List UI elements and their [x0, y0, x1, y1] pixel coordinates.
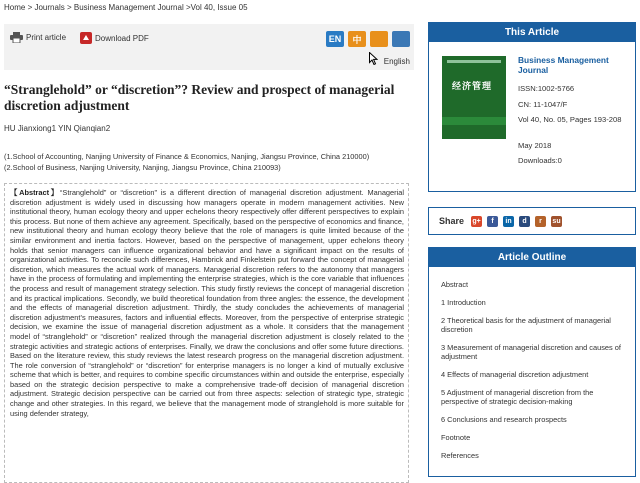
- print-article-label: Print article: [26, 33, 67, 42]
- abstract-text: “Stranglehold” or “discretion” is a different direction of managerial discretion adjustment. Managerial discretion adjustment is widely used in discussing how managers operate in modern management activities. New institutional theory, human ecology theory and upper echelons theory respectively offer different perspectives to explain this process. But none of them achieve any agreement. Specifically, based on the perspective of economics and finance, new institutional theory and human ecology theory believe that the role of managers is quite limited because of the similar environment and inertia factors. However, based on the perspective of management, upper echelons theory holds that senior managers can influence organizational behavior and have a significant impact on the results of organizational activities. To reconcile such differences, Hambrick and Finkelstein put forward the concept of managerial discretion, which measures the actual work of managers. Managerial discretion refers to the autonomy that managers have in the process of formulating and implementing the enterprise strategies, which is the core variable that influences the process and result of management strategy selection. This study firstly reviews the concept of managerial discretion and its practical implications. Secondly, we build theoretical foundation from three angles: the essence, the development and the effects of managerial discretion adjustment. Thirdly, the study concludes the achievements of managerial discretion adjustment’s measures, factors and influential effects. Moreover, from the perspective of enterprise strategic decision, we examine the issue of managerial discretion adjustment as a whole. It considers that the management model of “stranglehold” or “discretion” realized through the managerial discretion adjustment is closely related to the strategic activities and strategic actions of enterprises. Finally, we draw the conclusions and offer some future directions. Based on the literature review, this study reviews the latest research progress on the managerial discretion adjustment. The role conversion of “stranglehold” or “discretion” for enterprise managers is no longer a kind of mutually exclusive scheme that which is better, and requires to combine specific circumstances within and outside the enterprise, especially based on the strategic decision perspective to make a comprehensive trade-off decision of managerial discretion adjustment. Strategic decision perspective can be carried out from three aspects: selection of strategic type, strategic change and other strategies. In this regard, we believe that the management mode of stranglehold is more suitable for using defender strategy,: [10, 188, 405, 418]
- breadcrumb-journal[interactable]: Business Management Journal: [73, 3, 184, 12]
- outline-item-theoretical-basis[interactable]: 2 Theoretical basis for the adjustment of managerial discretion: [441, 316, 611, 334]
- language-caption: English: [383, 57, 410, 66]
- outline-item-abstract[interactable]: Abstract: [441, 280, 469, 289]
- outline-list: [441, 280, 629, 469]
- article-outline-panel: [428, 247, 636, 477]
- download-pdf-button[interactable]: [80, 32, 149, 44]
- downloads-count: Downloads:0: [518, 156, 562, 165]
- outline-item-effects[interactable]: 4 Effects of managerial discretion adjustment: [441, 370, 589, 379]
- pdf-icon: [80, 32, 92, 44]
- article-outline-heading: Article Outline: [429, 248, 635, 267]
- stumbleupon-icon[interactable]: su: [552, 217, 561, 225]
- blue-option-button[interactable]: [392, 31, 410, 47]
- lang-zh-button[interactable]: 中: [348, 31, 366, 47]
- mouse-cursor-icon: [369, 52, 378, 65]
- author-affiliation-1: (1.School of Accounting, Nanjing University of Finance & Economics, Nanjing, Jiangsu Province, China 210000): [4, 152, 370, 161]
- breadcrumb-separator: >: [27, 3, 33, 12]
- google-plus-icon[interactable]: g+: [472, 217, 481, 225]
- article-title: “Stranglehold” or “discretion”? Review and prospect of managerial discretion adjustment: [4, 82, 395, 113]
- cn-text: CN: 11-1047/F: [518, 100, 568, 109]
- cover-band: [442, 117, 506, 125]
- orange-option-button[interactable]: [370, 31, 388, 47]
- outline-item-measurement[interactable]: 3 Measurement of managerial discretion and causes of adjustment: [441, 343, 621, 361]
- abstract-box: [4, 183, 409, 483]
- journal-cover-image: [442, 56, 506, 139]
- article-toolbar: [4, 24, 414, 70]
- linkedin-icon[interactable]: in: [503, 216, 514, 227]
- abstract-label: 【Abstract】: [10, 188, 60, 197]
- journal-name-link[interactable]: Business Management Journal: [518, 55, 609, 75]
- printer-icon: [10, 32, 23, 43]
- breadcrumb: [4, 3, 248, 12]
- outline-item-introduction[interactable]: 1 Introduction: [441, 298, 486, 307]
- digg-icon[interactable]: d: [519, 216, 530, 227]
- print-article-button[interactable]: [10, 32, 66, 43]
- outline-item-references[interactable]: References: [441, 451, 479, 460]
- issn-text: ISSN:1002-5766: [518, 84, 575, 93]
- outline-item-strategic-decision[interactable]: 5 Adjustment of managerial discretion from the perspective of strategic decision-making: [441, 388, 594, 406]
- breadcrumb-journals[interactable]: Journals: [34, 3, 65, 12]
- breadcrumb-home[interactable]: Home: [4, 3, 26, 12]
- facebook-icon[interactable]: f: [487, 216, 498, 227]
- share-label: Share: [439, 216, 465, 226]
- author-affiliation-2: (2.School of Business, Nanjing University, Nanjing, Jiangsu Province, China 210093): [4, 163, 281, 172]
- outline-item-footnote[interactable]: Footnote: [441, 433, 471, 442]
- outline-item-conclusions[interactable]: 6 Conclusions and research prospects: [441, 415, 567, 424]
- download-pdf-label: Download PDF: [95, 33, 149, 43]
- article-authors: HU Jianxiong1 YIN Qianqian2: [4, 124, 111, 133]
- publication-date: May 2018: [518, 141, 552, 150]
- volume-pages-text: Vol 40, No. 05, Pages 193-208: [518, 115, 622, 124]
- cover-stripe: [447, 60, 501, 63]
- abstract-paragraph: [10, 188, 404, 418]
- breadcrumb-separator: >: [66, 3, 72, 12]
- reddit-icon[interactable]: r: [535, 216, 546, 227]
- journal-cover-title: 经济管理: [452, 81, 493, 91]
- lang-en-button[interactable]: EN: [326, 31, 344, 47]
- this-article-panel: [428, 22, 636, 192]
- this-article-heading: This Article: [429, 23, 635, 42]
- share-bar: [428, 207, 636, 235]
- breadcrumb-issue[interactable]: >Vol 40, Issue 05: [185, 3, 248, 12]
